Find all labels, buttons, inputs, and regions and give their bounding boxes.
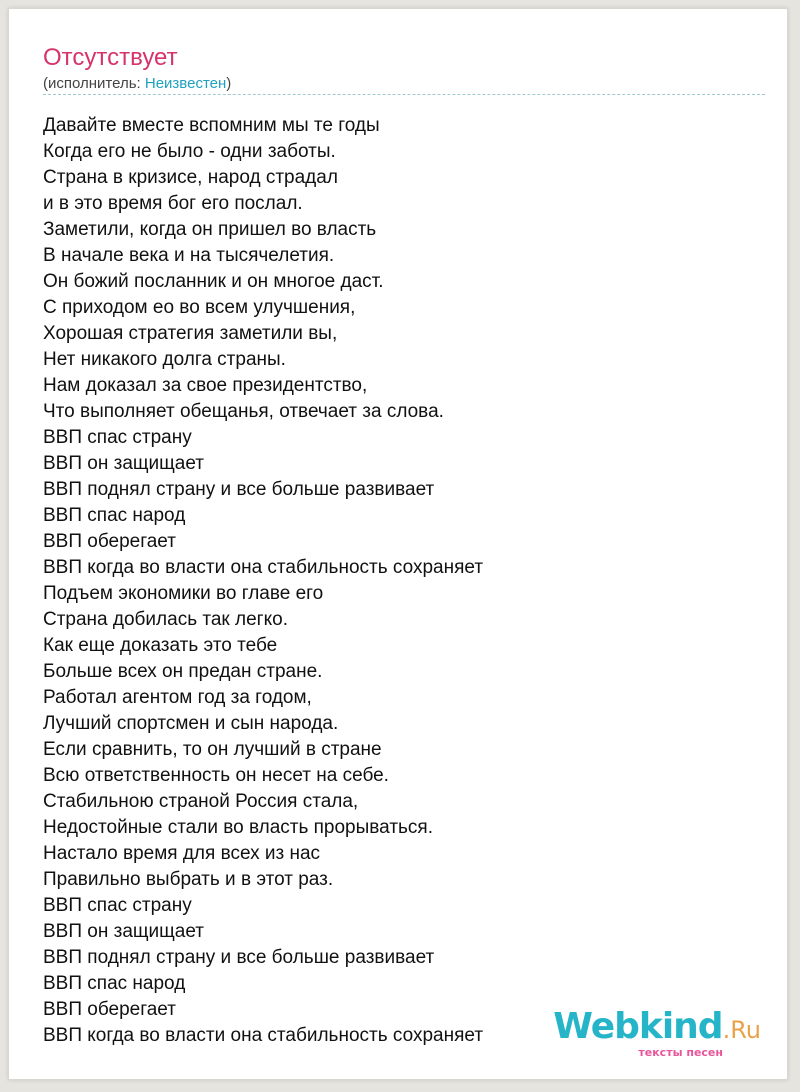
lyric-line: Заметили, когда он пришел во власть [43,219,377,240]
artist-suffix: ) [226,75,232,92]
lyric-line: Нет никакого долга страны. [43,349,286,370]
lyric-line: С приходом ео во всем улучшения, [43,297,356,318]
lyric-line: ВВП спас народ [43,505,186,526]
lyrics-page [8,8,788,1080]
logo-tld: .Ru [722,1016,761,1044]
title-divider [43,94,765,95]
lyric-line: Правильно выбрать и в этот раз. [43,869,334,890]
lyric-line: Подъем экономики во главе его [43,583,324,604]
lyric-line: Давайте вместе вспомним мы те годы [43,115,380,136]
lyric-line: Страна в кризисе, народ страдал [43,167,338,188]
lyric-line: Нам доказал за свое президентство, [43,375,368,396]
lyrics-text [43,113,483,1049]
lyric-line: В начале века и на тысячелетия. [43,245,335,266]
lyric-line: Стабильною страной Россия стала, [43,791,359,812]
lyric-line: ВВП спас страну [43,427,192,448]
artist-prefix: (исполнитель: [43,75,145,92]
lyric-line: Недостойные стали во власть прорываться. [43,817,433,838]
lyric-line: Лучший спортсмен и сын народа. [43,713,339,734]
logo-tagline: тексты песен [638,1046,723,1059]
lyric-line: Он божий посланник и он многое даст. [43,271,384,292]
lyric-line: Работал агентом год за годом, [43,687,312,708]
lyric-line: Как еще доказать это тебе [43,635,278,656]
lyric-line: ВВП когда во власти она стабильность сохраняет [43,557,484,578]
lyric-line: ВВП оберегает [43,531,176,552]
lyric-line: ВВП спас страну [43,895,192,916]
logo-name: Webkind [553,1006,723,1047]
lyric-line: ВВП он защищает [43,453,204,474]
lyric-line: ВВП спас народ [43,973,186,994]
site-logo[interactable] [553,1006,761,1059]
lyric-line: ВВП когда во власти она стабильность сохраняет [43,1025,484,1046]
lyric-line: и в это время бог его послал. [43,193,303,214]
lyric-line: Страна добилась так легко. [43,609,288,630]
artist-line [43,75,231,93]
lyric-line: ВВП оберегает [43,999,176,1020]
lyric-line: ВВП поднял страну и все больше развивает [43,947,435,968]
lyric-line: Что выполняет обещанья, отвечает за слова. [43,401,444,422]
lyric-line: ВВП поднял страну и все больше развивает [43,479,435,500]
lyric-line: ВВП он защищает [43,921,204,942]
song-title: Отсутствует [43,44,178,71]
lyric-line: Если сравнить, то он лучший в стране [43,739,382,760]
lyric-line: Всю ответственность он несет на себе. [43,765,389,786]
artist-link[interactable]: Неизвестен [144,75,227,92]
lyric-line: Хорошая стратегия заметили вы, [43,323,338,344]
lyric-line: Настало время для всех из нас [43,843,321,864]
lyric-line: Когда его не было - одни заботы. [43,141,336,162]
lyric-line: Больше всех он предан стране. [43,661,323,682]
